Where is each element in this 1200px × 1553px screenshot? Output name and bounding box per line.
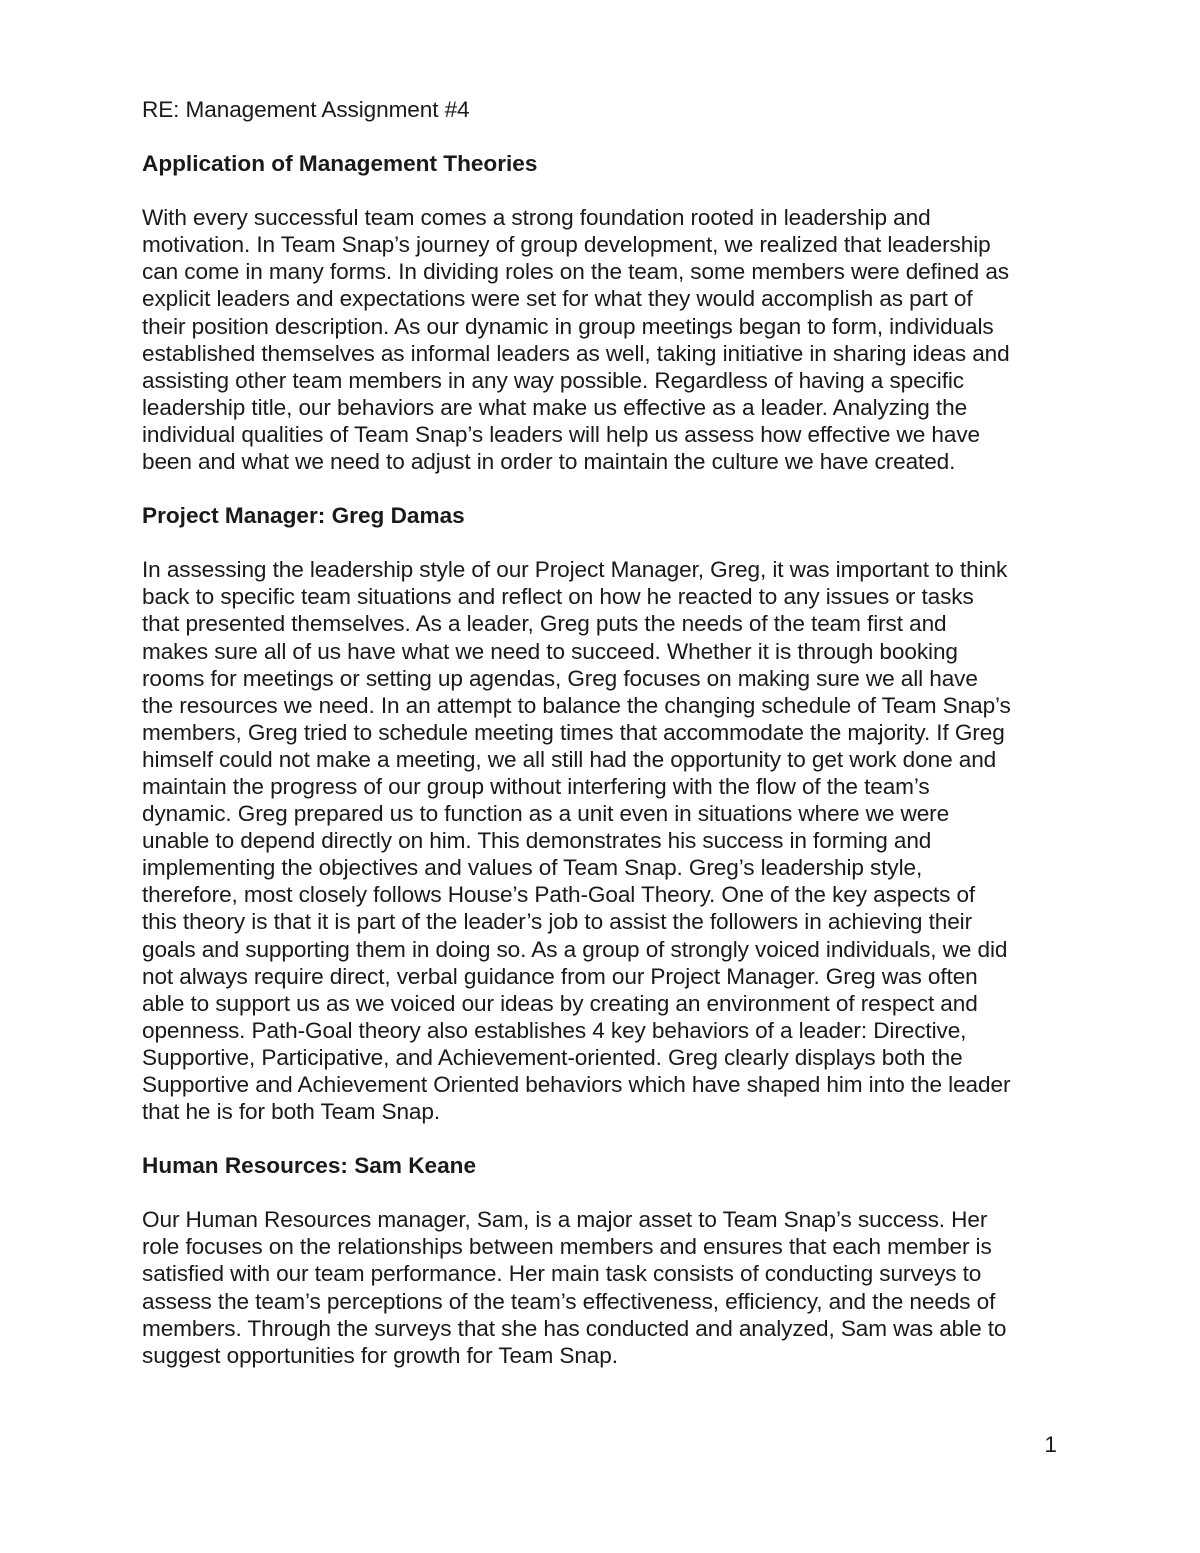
paragraph-line: implementing the objectives and values of Team Snap. Greg’s leadership style, — [142, 855, 923, 881]
paragraph-line: able to support us as we voiced our ideas by creating an environment of respect and — [142, 990, 978, 1016]
paragraph-line: the resources we need. In an attempt to balance the changing schedule of Team Snap’s — [142, 692, 1011, 718]
paragraph-line: that he is for both Team Snap. — [142, 1099, 441, 1125]
paragraph-line: Our Human Resources manager, Sam, is a major asset to Team Snap’s success. Her — [142, 1207, 988, 1233]
paragraph-line: members, Greg tried to schedule meeting times that accommodate the majority. If Greg — [142, 719, 1005, 745]
paragraph-line: Supportive, Participative, and Achievement-oriented. Greg clearly displays both the — [142, 1044, 963, 1070]
paragraph-line: maintain the progress of our group without interfering with the flow of the team’s — [142, 773, 930, 799]
paragraph-line: himself could not make a meeting, we all still had the opportunity to get work done and — [142, 746, 997, 772]
section-heading: Human Resources: Sam Keane — [142, 1153, 477, 1179]
paragraph-line: openness. Path-Goal theory also establishes 4 key behaviors of a leader: Directive, — [142, 1017, 967, 1043]
section-heading: Application of Management Theories — [142, 151, 538, 177]
paragraph-line: unable to depend directly on him. This demonstrates his success in forming and — [142, 828, 932, 854]
section-paragraph — [142, 1206, 1072, 1369]
document-page — [142, 96, 1072, 1396]
paragraph-line: assisting other team members in any way possible. Regardless of having a specific — [142, 367, 964, 393]
paragraph-line: With every successful team comes a strong foundation rooted in leadership and — [142, 205, 931, 231]
paragraph-line: individual qualities of Team Snap’s leaders will help us assess how effective we have — [142, 421, 980, 447]
section-application — [142, 150, 1072, 475]
paragraph-line: leadership title, our behaviors are what make us effective as a leader. Analyzing the — [142, 394, 968, 420]
re-line: RE: Management Assignment #4 — [142, 97, 470, 122]
paragraph-line: rooms for meetings or setting up agendas, Greg focuses on making sure we all have — [142, 665, 978, 691]
paragraph-line: established themselves as informal leaders as well, taking initiative in sharing ideas and — [142, 340, 1010, 366]
paragraph-line: back to specific team situations and reflect on how he reacted to any issues or tasks — [142, 584, 974, 610]
paragraph-line: role focuses on the relationships between members and ensures that each member is — [142, 1234, 992, 1260]
paragraph-line: that presented themselves. As a leader, Greg puts the needs of the team first and — [142, 611, 947, 637]
paragraph-line: explicit leaders and expectations were set for what they would accomplish as part of — [142, 286, 973, 312]
paragraph-line: been and what we need to adjust in order to maintain the culture we have created. — [142, 449, 956, 475]
paragraph-line: members. Through the surveys that she has conducted and analyzed, Sam was able to — [142, 1315, 1007, 1341]
section-heading: Project Manager: Greg Damas — [142, 503, 465, 529]
paragraph-line: motivation. In Team Snap’s journey of group development, we realized that leadership — [142, 232, 991, 258]
paragraph-line: not always require direct, verbal guidance from our Project Manager. Greg was often — [142, 963, 978, 989]
paragraph-line: this theory is that it is part of the leader’s job to assist the followers in achieving their — [142, 909, 973, 935]
paragraph-line: assess the team’s perceptions of the team’s effectiveness, efficiency, and the needs of — [142, 1288, 996, 1314]
page-number: 1 — [1044, 1432, 1057, 1457]
paragraph-line: Supportive and Achievement Oriented behaviors which have shaped him into the leader — [142, 1072, 1011, 1097]
paragraph-line: goals and supporting them in doing so. As a group of strongly voiced individuals, we did — [142, 936, 1008, 962]
paragraph-line: can come in many forms. In dividing roles on the team, some members were defined as — [142, 259, 1009, 285]
paragraph-line: suggest opportunities for growth for Team Snap. — [142, 1342, 618, 1368]
paragraph-line: dynamic. Greg prepared us to function as a unit even in situations where we were — [142, 801, 950, 827]
paragraph-line: their position description. As our dynamic in group meetings began to form, individuals — [142, 313, 994, 339]
section-project-manager — [142, 502, 1072, 1125]
section-paragraph — [142, 204, 1072, 475]
paragraph-line: In assessing the leadership style of our Project Manager, Greg, it was important to think — [142, 557, 1008, 583]
section-human-resources — [142, 1152, 1072, 1369]
paragraph-line: therefore, most closely follows House’s Path-Goal Theory. One of the key aspects of — [142, 882, 976, 908]
section-paragraph — [142, 556, 1072, 1125]
paragraph-line: satisfied with our team performance. Her main task consists of conducting surveys to — [142, 1261, 982, 1287]
paragraph-line: makes sure all of us have what we need to succeed. Whether it is through booking — [142, 638, 958, 664]
